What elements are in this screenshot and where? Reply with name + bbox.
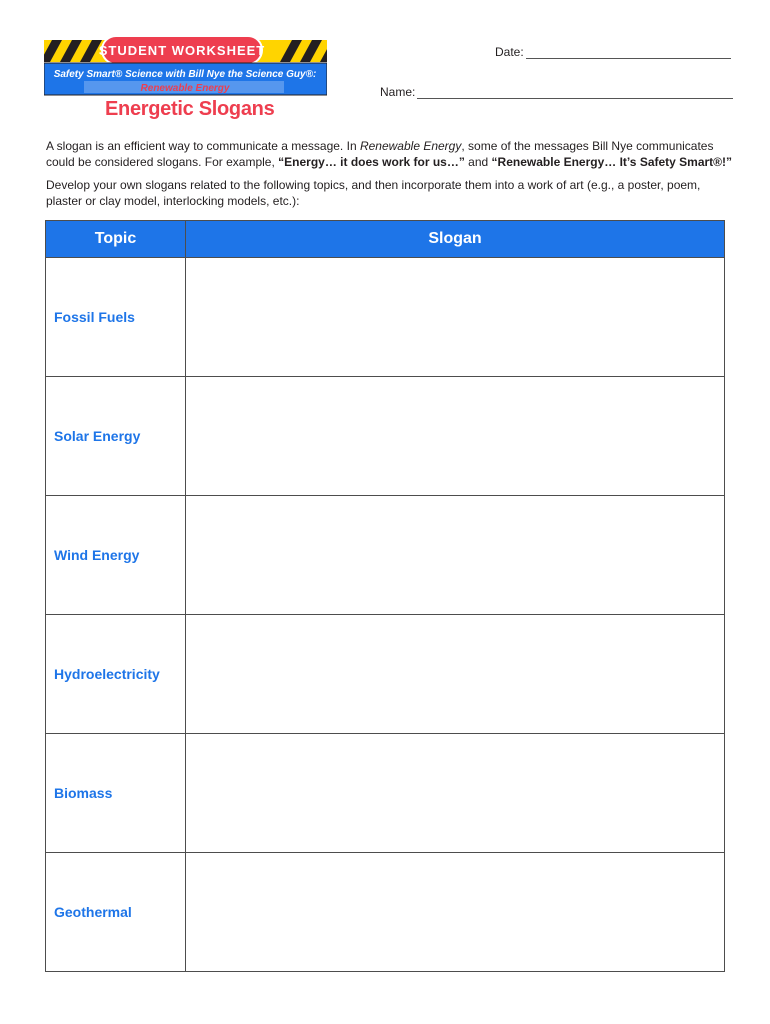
intro-quote-1: “Energy… it does work for us…” (278, 155, 465, 169)
slogan-cell[interactable] (186, 734, 725, 853)
slogan-cell[interactable] (186, 853, 725, 972)
table-row (46, 377, 725, 496)
intro-paragraph (46, 138, 736, 170)
table-row (46, 496, 725, 615)
table-row (46, 615, 725, 734)
topic-cell: Wind Energy (46, 496, 186, 615)
slogan-cell[interactable] (186, 615, 725, 734)
topic-cell: Geothermal (46, 853, 186, 972)
table-row (46, 258, 725, 377)
slogan-cell[interactable] (186, 377, 725, 496)
intro-text-1: A slogan is an efficient way to communicate a message. In (46, 139, 360, 153)
topic-header: Topic (46, 221, 186, 258)
slogan-header: Slogan (186, 221, 725, 258)
table-row (46, 853, 725, 972)
intro-italic: Renewable Energy (359, 139, 462, 153)
topic-cell: Hydroelectricity (46, 615, 186, 734)
instructions-paragraph: Develop your own slogans related to the following topics, and then incorporate them into a work of art (e.g., a poster, poem, plaster or clay model, interlocking models, etc.): (46, 178, 701, 208)
intro-quote-2: “Renewable Energy… It’s Safety Smart®!” (491, 155, 733, 169)
slogan-cell[interactable] (186, 258, 725, 377)
slogan-cell[interactable] (186, 496, 725, 615)
subtitle: Renewable Energy (140, 83, 230, 94)
banner-label: STUDENT WORKSHEET (98, 43, 266, 58)
name-input-line[interactable] (417, 84, 733, 99)
worksheet-header-logo (44, 36, 327, 98)
intro-text-2: , some of the messages Bill Nye communicates could be considered slogans. For example, (46, 139, 714, 169)
name-label: Name: (380, 85, 416, 99)
topic-cell: Fossil Fuels (46, 258, 186, 377)
name-field[interactable] (380, 84, 733, 99)
table-row (46, 734, 725, 853)
series-line: Safety Smart® Science with Bill Nye the Science Guy®: (53, 69, 317, 80)
page-title: Energetic Slogans (105, 98, 275, 120)
date-input-line[interactable] (526, 44, 731, 59)
date-field[interactable] (495, 44, 731, 59)
date-label: Date: (495, 45, 524, 59)
topic-cell: Biomass (46, 734, 186, 853)
intro-text-3: and (464, 155, 492, 169)
topic-cell: Solar Energy (46, 377, 186, 496)
slogan-table (45, 220, 725, 972)
table-header-row (46, 221, 725, 258)
